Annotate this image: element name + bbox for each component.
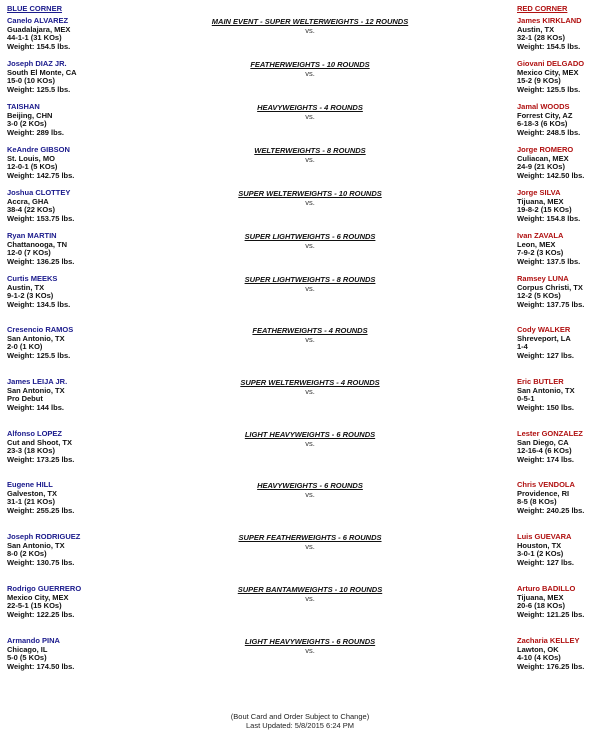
fighter-name: Alfonso LOPEZ <box>7 429 62 438</box>
fighter-record: 0-5-1 <box>517 394 535 404</box>
versus-label: vs. <box>305 490 315 499</box>
bout-info <box>175 275 445 293</box>
fighter-name: James KIRKLAND <box>517 16 582 25</box>
fighter-weight: Weight: 142.50 lbs. <box>517 170 585 180</box>
fighter-record: 6-18-3 (6 KOs) <box>517 119 568 129</box>
blue-corner-fighter <box>7 533 117 567</box>
fighter-record: 23-3 (18 KOs) <box>7 446 55 456</box>
fighter-hometown: Austin, TX <box>517 24 555 34</box>
bout-row <box>0 326 600 376</box>
bout-info <box>175 378 445 396</box>
fighter-weight: Weight: 154.5 lbs. <box>7 41 71 51</box>
red-corner-fighter <box>517 189 600 223</box>
fighter-record: 44-1-1 (31 KOs) <box>7 33 62 43</box>
red-corner-fighter <box>517 103 600 137</box>
red-corner-fighter <box>517 17 600 51</box>
fighter-record: 12-2 (5 KOs) <box>517 291 561 301</box>
fighter-hometown: Chattanooga, TN <box>7 239 67 249</box>
fighter-weight: Weight: 134.5 lbs. <box>7 299 71 309</box>
fighter-hometown: San Antonio, TX <box>7 333 65 343</box>
fighter-hometown: Mexico City, MEX <box>517 67 579 77</box>
fighter-name: Ryan MARTIN <box>7 231 57 240</box>
fighter-weight: Weight: 154.5 lbs. <box>517 41 581 51</box>
division-label: SUPER BANTAMWEIGHTS - 10 ROUNDS <box>237 585 383 594</box>
fighter-weight: Weight: 127 lbs. <box>517 557 574 567</box>
fighter-hometown: Culiacan, MEX <box>517 153 569 163</box>
fighter-weight: Weight: 122.25 lbs. <box>7 609 75 619</box>
fighter-hometown: Corpus Christi, TX <box>517 282 583 292</box>
bout-info <box>175 533 445 551</box>
versus-label: vs. <box>305 387 315 396</box>
fighter-weight: Weight: 137.5 lbs. <box>517 256 581 266</box>
bout-row <box>0 533 600 583</box>
fighter-hometown: Shreveport, LA <box>517 333 571 343</box>
blue-corner-fighter <box>7 275 117 309</box>
blue-corner-header: BLUE CORNER <box>7 4 63 13</box>
fighter-name: Jorge ROMERO <box>517 145 574 154</box>
red-corner-fighter <box>517 326 600 360</box>
fighter-name: Ivan ZAVALA <box>517 231 564 240</box>
bout-info <box>175 60 445 78</box>
fighter-hometown: South El Monte, CA <box>7 67 77 77</box>
fighter-weight: Weight: 136.25 lbs. <box>7 256 75 266</box>
fighter-name: Ramsey LUNA <box>517 274 569 283</box>
fighter-hometown: San Diego, CA <box>517 437 569 447</box>
division-label: MAIN EVENT - SUPER WELTERWEIGHTS - 12 ROUNDS <box>211 17 409 26</box>
fighter-weight: Weight: 289 lbs. <box>7 127 64 137</box>
red-corner-fighter <box>517 378 600 412</box>
fighter-record: 24-9 (21 KOs) <box>517 162 565 172</box>
last-updated: Last Updated: 5/8/2015 6:24 PM <box>246 721 354 730</box>
red-corner-fighter <box>517 232 600 266</box>
blue-corner-fighter <box>7 430 117 464</box>
fighter-weight: Weight: 176.25 lbs. <box>517 661 585 671</box>
fighter-record: 12-0 (7 KOs) <box>7 248 51 258</box>
fighter-record: 12-16-4 (6 KOs) <box>517 446 572 456</box>
fighter-weight: Weight: 127 lbs. <box>517 350 574 360</box>
fighter-name: Lester GONZALEZ <box>517 429 583 438</box>
bout-row <box>0 378 600 428</box>
fighter-record: 32-1 (28 KOs) <box>517 33 565 43</box>
footer-note: (Bout Card and Order Subject to Change) <box>230 712 370 721</box>
blue-corner-fighter <box>7 60 117 94</box>
fighter-record: 4-10 (4 KOs) <box>517 653 561 663</box>
fighter-hometown: Leon, MEX <box>517 239 556 249</box>
versus-label: vs. <box>305 155 315 164</box>
bout-info <box>175 326 445 344</box>
fighter-weight: Weight: 153.75 lbs. <box>7 213 75 223</box>
division-label: SUPER LIGHTWEIGHTS - 8 ROUNDS <box>244 275 376 284</box>
fighter-weight: Weight: 130.75 lbs. <box>7 557 75 567</box>
fighter-name: Jorge SILVA <box>517 188 561 197</box>
fighter-hometown: San Antonio, TX <box>7 540 65 550</box>
fighter-record: 8-0 (2 KOs) <box>7 549 47 559</box>
fighter-hometown: Mexico City, MEX <box>7 592 69 602</box>
fighter-hometown: Galveston, TX <box>7 488 58 498</box>
fighter-record: Pro Debut <box>7 394 43 404</box>
blue-corner-fighter <box>7 585 117 619</box>
division-label: SUPER FEATHERWEIGHTS - 6 ROUNDS <box>238 533 382 542</box>
bout-info <box>175 232 445 250</box>
fighter-hometown: St. Louis, MO <box>7 153 55 163</box>
fighter-weight: Weight: 137.75 lbs. <box>517 299 585 309</box>
fighter-name: Eugene HILL <box>7 480 53 489</box>
bout-info <box>175 103 445 121</box>
fighter-hometown: Providence, RI <box>517 488 570 498</box>
bout-info <box>175 189 445 207</box>
bout-info <box>175 146 445 164</box>
fighter-weight: Weight: 255.25 lbs. <box>7 505 75 515</box>
division-label: HEAVYWEIGHTS - 4 ROUNDS <box>257 103 363 112</box>
fighter-name: Joseph DIAZ JR. <box>7 59 67 68</box>
fighter-name: Cresencio RAMOS <box>7 325 74 334</box>
fighter-weight: Weight: 121.25 lbs. <box>517 609 585 619</box>
fighter-name: Arturo BADILLO <box>517 584 576 593</box>
bout-row <box>0 481 600 531</box>
fighter-hometown: Tijuana, MEX <box>517 592 564 602</box>
fighter-name: James LEIJA JR. <box>7 377 68 386</box>
blue-corner-fighter <box>7 146 117 180</box>
division-label: LIGHT HEAVYWEIGHTS - 6 ROUNDS <box>244 430 376 439</box>
red-corner-fighter <box>517 60 600 94</box>
versus-label: vs. <box>305 198 315 207</box>
fighter-record: 3-0-1 (2 KOs) <box>517 549 564 559</box>
fighter-record: 22-5-1 (15 KOs) <box>7 601 62 611</box>
division-label: SUPER WELTERWEIGHTS - 10 ROUNDS <box>238 189 382 198</box>
versus-label: vs. <box>305 542 315 551</box>
fighter-hometown: Tijuana, MEX <box>517 196 564 206</box>
fighter-weight: Weight: 125.5 lbs. <box>7 84 71 94</box>
versus-label: vs. <box>305 241 315 250</box>
fighter-hometown: Accra, GHA <box>7 196 49 206</box>
bout-info <box>175 481 445 499</box>
blue-corner-fighter <box>7 326 117 360</box>
fighter-name: Canelo ALVAREZ <box>7 16 69 25</box>
page-footer <box>0 712 600 730</box>
bout-row <box>0 637 600 687</box>
versus-label: vs. <box>305 594 315 603</box>
bout-row <box>0 430 600 480</box>
fighter-name: Joshua CLOTTEY <box>7 188 71 197</box>
blue-corner-fighter <box>7 232 117 266</box>
fighter-weight: Weight: 125.5 lbs. <box>517 84 581 94</box>
fighter-record: 20-6 (18 KOs) <box>517 601 565 611</box>
fighter-record: 2-0 (1 KO) <box>7 342 43 352</box>
bout-info <box>175 17 445 35</box>
fighter-hometown: Chicago, IL <box>7 644 48 654</box>
fighter-name: Giovani DELGADO <box>517 59 585 68</box>
fighter-record: 5-0 (5 KOs) <box>7 653 47 663</box>
bout-info <box>175 430 445 448</box>
fighter-record: 3-0 (2 KOs) <box>7 119 47 129</box>
bout-row <box>0 275 600 325</box>
fighter-name: Joseph RODRIGUEZ <box>7 532 81 541</box>
division-label: LIGHT HEAVYWEIGHTS - 6 ROUNDS <box>244 637 376 646</box>
bout-row <box>0 585 600 635</box>
fighter-weight: Weight: 142.75 lbs. <box>7 170 75 180</box>
fighter-record: 8-5 (8 KOs) <box>517 497 557 507</box>
red-corner-fighter <box>517 533 600 567</box>
blue-corner-fighter <box>7 637 117 671</box>
red-corner-fighter <box>517 430 600 464</box>
division-label: HEAVYWEIGHTS - 6 ROUNDS <box>257 481 363 490</box>
fighter-weight: Weight: 248.5 lbs. <box>517 127 581 137</box>
fighter-name: Armando PINA <box>7 636 60 645</box>
fighter-hometown: Beijing, CHN <box>7 110 53 120</box>
fighter-weight: Weight: 144 lbs. <box>7 402 64 412</box>
versus-label: vs. <box>305 646 315 655</box>
fighter-hometown: Lawton, OK <box>517 644 559 654</box>
division-label: WELTERWEIGHTS - 8 ROUNDS <box>254 146 366 155</box>
versus-label: vs. <box>305 335 315 344</box>
fighter-hometown: Guadalajara, MEX <box>7 24 71 34</box>
fighter-record: 31-1 (21 KOs) <box>7 497 55 507</box>
fighter-record: 15-2 (9 KOs) <box>517 76 561 86</box>
division-label: FEATHERWEIGHTS - 10 ROUNDS <box>250 60 370 69</box>
red-corner-header: RED CORNER <box>517 4 568 13</box>
fighter-record: 19-8-2 (15 KOs) <box>517 205 572 215</box>
fighter-weight: Weight: 125.5 lbs. <box>7 350 71 360</box>
blue-corner-fighter <box>7 481 117 515</box>
fighter-name: TAISHAN <box>7 102 40 111</box>
fighter-hometown: Austin, TX <box>7 282 45 292</box>
fighter-weight: Weight: 174.50 lbs. <box>7 661 75 671</box>
red-corner-fighter <box>517 481 600 515</box>
bout-info <box>175 585 445 603</box>
fighter-hometown: San Antonio, TX <box>7 385 65 395</box>
red-corner-fighter <box>517 637 600 671</box>
versus-label: vs. <box>305 26 315 35</box>
fighter-name: Curtis MEEKS <box>7 274 58 283</box>
red-corner-fighter <box>517 585 600 619</box>
fighter-name: Luis GUEVARA <box>517 532 572 541</box>
red-corner-fighter <box>517 275 600 309</box>
fighter-hometown: Houston, TX <box>517 540 562 550</box>
fighter-weight: Weight: 154.8 lbs. <box>517 213 581 223</box>
fighter-hometown: San Antonio, TX <box>517 385 575 395</box>
fighter-record: 9-1-2 (3 KOs) <box>7 291 54 301</box>
versus-label: vs. <box>305 284 315 293</box>
versus-label: vs. <box>305 69 315 78</box>
fighter-weight: Weight: 150 lbs. <box>517 402 574 412</box>
division-label: SUPER LIGHTWEIGHTS - 6 ROUNDS <box>244 232 376 241</box>
fighter-hometown: Cut and Shoot, TX <box>7 437 72 447</box>
fighter-record: 1-4 <box>517 342 528 352</box>
fighter-hometown: Forrest City, AZ <box>517 110 573 120</box>
fighter-name: Rodrigo GUERRERO <box>7 584 82 593</box>
fighter-name: Zacharia KELLEY <box>517 636 580 645</box>
fighter-name: Eric BUTLER <box>517 377 564 386</box>
fighter-name: Chris VENDOLA <box>517 480 575 489</box>
fighter-record: 7-9-2 (3 KOs) <box>517 248 564 258</box>
division-label: SUPER WELTERWEIGHTS - 4 ROUNDS <box>240 378 380 387</box>
blue-corner-fighter <box>7 378 117 412</box>
division-label: FEATHERWEIGHTS - 4 ROUNDS <box>252 326 368 335</box>
versus-label: vs. <box>305 112 315 121</box>
fighter-weight: Weight: 173.25 lbs. <box>7 454 75 464</box>
bout-info <box>175 637 445 655</box>
fighter-name: Jamal WOODS <box>517 102 570 111</box>
versus-label: vs. <box>305 439 315 448</box>
fighter-record: 38-4 (22 KOs) <box>7 205 55 215</box>
blue-corner-fighter <box>7 189 117 223</box>
fighter-weight: Weight: 240.25 lbs. <box>517 505 585 515</box>
fighter-weight: Weight: 174 lbs. <box>517 454 574 464</box>
fighter-name: Cody WALKER <box>517 325 571 334</box>
fighter-record: 12-0-1 (5 KOs) <box>7 162 58 172</box>
blue-corner-fighter <box>7 103 117 137</box>
fighter-record: 15-0 (10 KOs) <box>7 76 55 86</box>
blue-corner-fighter <box>7 17 117 51</box>
fighter-name: KeAndre GIBSON <box>7 145 70 154</box>
red-corner-fighter <box>517 146 600 180</box>
